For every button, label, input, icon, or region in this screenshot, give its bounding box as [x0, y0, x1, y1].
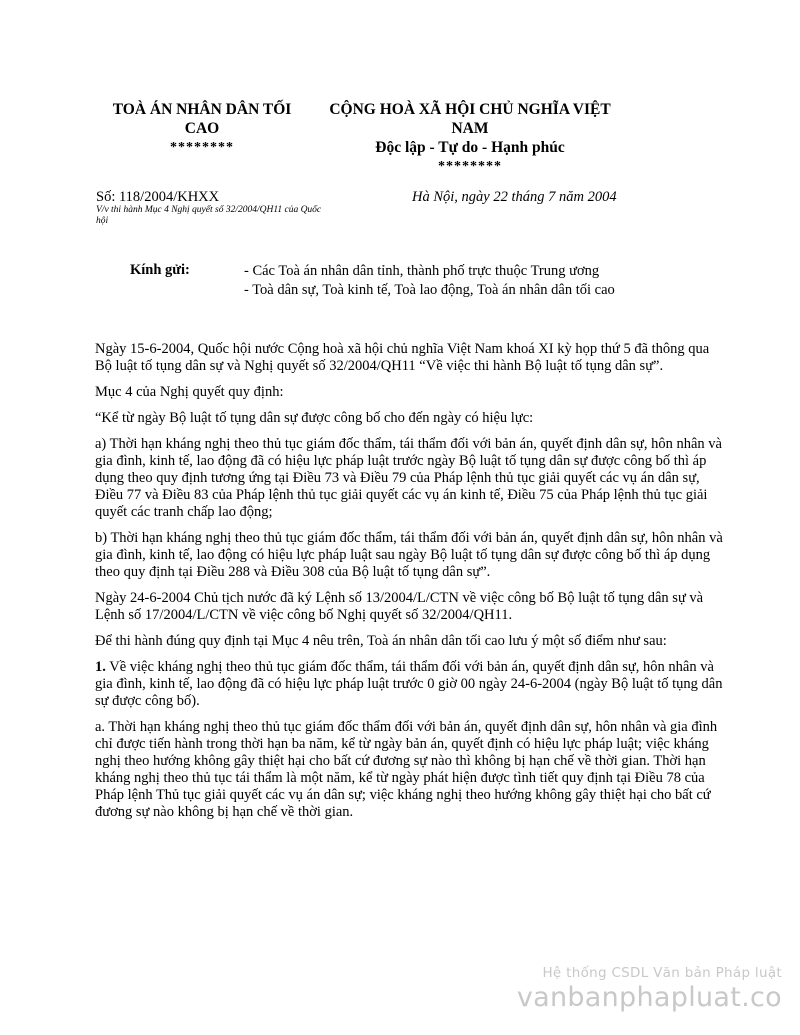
recipient-line: - Các Toà án nhân dân tỉnh, thành phố trực thuộc Trung ương — [244, 263, 600, 279]
paragraph: Ngày 15-6-2004, Quốc hội nước Cộng hoà xã hội chủ nghĩa Việt Nam khoá XI kỳ họp thứ 5 đã thông qua Bộ luật tố tụng dân sự và Nghị quyết số 32/2004/QH11 “Về việc thi hành Bộ luật tố tụng dân sự”. — [95, 341, 710, 374]
document-number: Số: 118/2004/KHXX — [96, 189, 220, 205]
separator-stars-left: ******** — [170, 140, 234, 155]
recipients-list — [244, 262, 644, 300]
watermark-site: vanbanphapluat.co — [516, 982, 782, 1013]
section-text: Về việc kháng nghị theo thủ tục giám đốc thẩm, tái thẩm đối với bản án, quyết định dân sự, hôn nhân và gia đình, kinh tế, lao động đã có hiệu lực pháp luật trước 0 giờ 00 ngày 24-6-2004 (ngày Bộ luật tố tụng dân sự được công bố). — [95, 659, 723, 709]
paragraph: Mục 4 của Nghị quyết quy định: — [95, 384, 284, 400]
country-name: CỘNG HOÀ XÃ HỘI CHỦ NGHĨA VIỆT NAM — [329, 101, 611, 137]
national-title-block — [320, 100, 620, 176]
document-subject: V/v thi hành Mục 4 Nghị quyết số 32/2004/QH11 của Quốc hội — [96, 205, 322, 226]
paragraph: a. Thời hạn kháng nghị theo thủ tục giám đốc thẩm đối với bản án, quyết định dân sự, hôn nhân và gia đình chỉ được tiến hành trong thời hạn ba năm, kể từ ngày bản án, quyết định có hiệu lực pháp luật; việc kháng nghị theo hướng không gây thiệt hại cho bất cứ đương sự nào thì không bị hạn chế về thời gian. Thời hạn kháng nghị theo thủ tục tái thẩm là một năm, kể từ ngày phát hiện được tình tiết quy định tại Điều 78 của Pháp lệnh Thủ tục giải quyết các vụ án dân sự; việc kháng nghị theo hướng không gây thiệt hại cho bất cứ đương sự nào không bị hạn chế về thời gian. — [95, 719, 718, 820]
paragraph: b) Thời hạn kháng nghị theo thủ tục giám đốc thẩm, tái thẩm đối với bản án, quyết định dân sự, hôn nhân và gia đình, kinh tế, lao động có hiệu lực pháp luật sau ngày Bộ luật tố tụng dân sự được công bố thì áp dụng theo quy định tại Điều 288 và Điều 308 của Bộ luật tố tụng dân sự”. — [95, 530, 723, 580]
paragraph: Để thi hành đúng quy định tại Mục 4 nêu trên, Toà án nhân dân tối cao lưu ý một số điểm như sau: — [95, 633, 667, 649]
place-and-date: Hà Nội, ngày 22 tháng 7 năm 2004 — [412, 189, 617, 205]
watermark-caption: Hệ thống CSDL Văn bản Pháp luật — [542, 965, 782, 981]
watermark — [517, 965, 782, 1013]
issuing-authority-block — [96, 100, 308, 157]
recipients-label: Kính gửi: — [130, 262, 190, 278]
paragraph: “Kể từ ngày Bộ luật tố tụng dân sự được công bố cho đến ngày có hiệu lực: — [95, 410, 534, 426]
issuing-authority: TOÀ ÁN NHÂN DÂN TỐI CAO — [112, 101, 292, 137]
motto: Độc lập - Tự do - Hạnh phúc — [375, 139, 565, 156]
section-number: 1. — [95, 659, 106, 675]
separator-stars-right: ******** — [438, 159, 502, 174]
recipient-line: - Toà dân sự, Toà kinh tế, Toà lao động, Toà án nhân dân tối cao — [244, 282, 615, 298]
paragraph: Ngày 24-6-2004 Chủ tịch nước đã ký Lệnh số 13/2004/L/CTN về việc công bố Bộ luật tố tụng dân sự và Lệnh số 17/2004/L/CTN về việc công bố Nghị quyết số 32/2004/QH11. — [95, 590, 704, 623]
paragraph — [95, 659, 723, 710]
paragraph: a) Thời hạn kháng nghị theo thủ tục giám đốc thẩm, tái thẩm đối với bản án, quyết định dân sự, hôn nhân và gia đình, kinh tế, lao động đã có hiệu lực pháp luật trước ngày Bộ luật tố tụng dân sự được công bố thì áp dụng theo quy định tương ứng tại Điều 73 và Điều 79 của Pháp lệnh thủ tục giải quyết các vụ án dân sự, Điều 77 và Điều 83 của Pháp lệnh thủ tục giải quyết các vụ án kinh tế, Điều 75 của Pháp lệnh thủ tục giải quyết các tranh chấp lao động; — [95, 436, 722, 520]
document-body — [95, 341, 723, 830]
